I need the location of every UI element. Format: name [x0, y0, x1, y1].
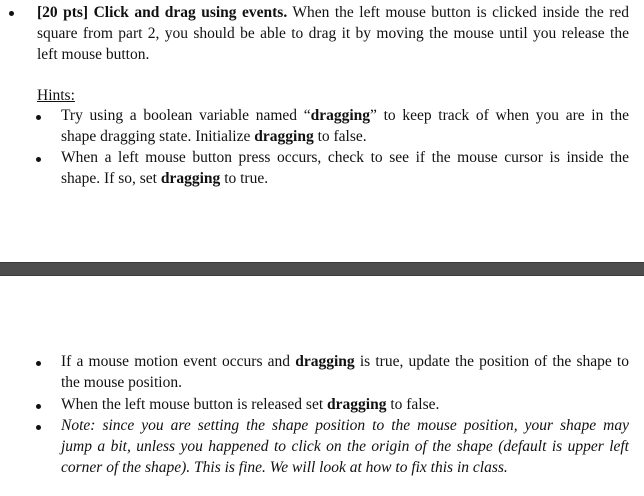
hint-3	[61, 351, 629, 393]
bullet-hint-3	[36, 361, 41, 366]
page-separator	[0, 262, 644, 276]
part3-heading: Click and drag using events.	[93, 4, 288, 21]
hint-2	[61, 147, 629, 189]
document-page-bottom	[0, 276, 644, 496]
hint-1	[61, 105, 629, 147]
hint-3-line-2: the mouse position.	[61, 374, 182, 391]
part3-line-2: square from part 2, you should be able to drag it by moving the mouse until you release the	[37, 25, 629, 42]
hints-label: Hints:	[37, 87, 75, 104]
hint-5-line-2: jump a bit, unless you happened to click on the origin of the shape (default is upper left	[61, 438, 629, 455]
hint-1-line-1: Try using a boolean variable named “dragging” to keep track of when you are in the	[61, 107, 629, 124]
hint-5-line-1: Note: since you are setting the shape position to the mouse position, your shape may	[61, 417, 629, 434]
part3-line1-rest: When the left mouse button is clicked inside the red	[292, 4, 630, 21]
bullet-main	[9, 11, 14, 16]
part3-points: [20 pts]	[37, 4, 89, 21]
hint-1-line-2: shape dragging state. Initialize dragging to false.	[61, 128, 367, 145]
part3-line-1	[37, 2, 629, 23]
hint-2-line-2: shape. If so, set dragging to true.	[61, 170, 269, 187]
hint-3-line-1: If a mouse motion event occurs and dragging is true, update the position of the shape to	[61, 353, 629, 370]
bullet-hint-5	[36, 425, 41, 430]
hint-5-line-3: corner of the shape). This is fine. We will look at how to fix this in class.	[61, 459, 508, 476]
hint-5-note	[61, 415, 629, 478]
hint-2-line-1: When a left mouse button press occurs, check to see if the mouse cursor is inside the	[61, 149, 629, 166]
bullet-hint-2	[36, 157, 41, 162]
part3-line-3: left mouse button.	[37, 46, 150, 63]
hint-4	[61, 394, 629, 415]
bullet-hint-4	[36, 404, 41, 409]
bullet-hint-1	[36, 115, 41, 120]
part3-paragraph	[37, 2, 629, 65]
hint-4-line-1: When the left mouse button is released set dragging to false.	[61, 396, 440, 413]
